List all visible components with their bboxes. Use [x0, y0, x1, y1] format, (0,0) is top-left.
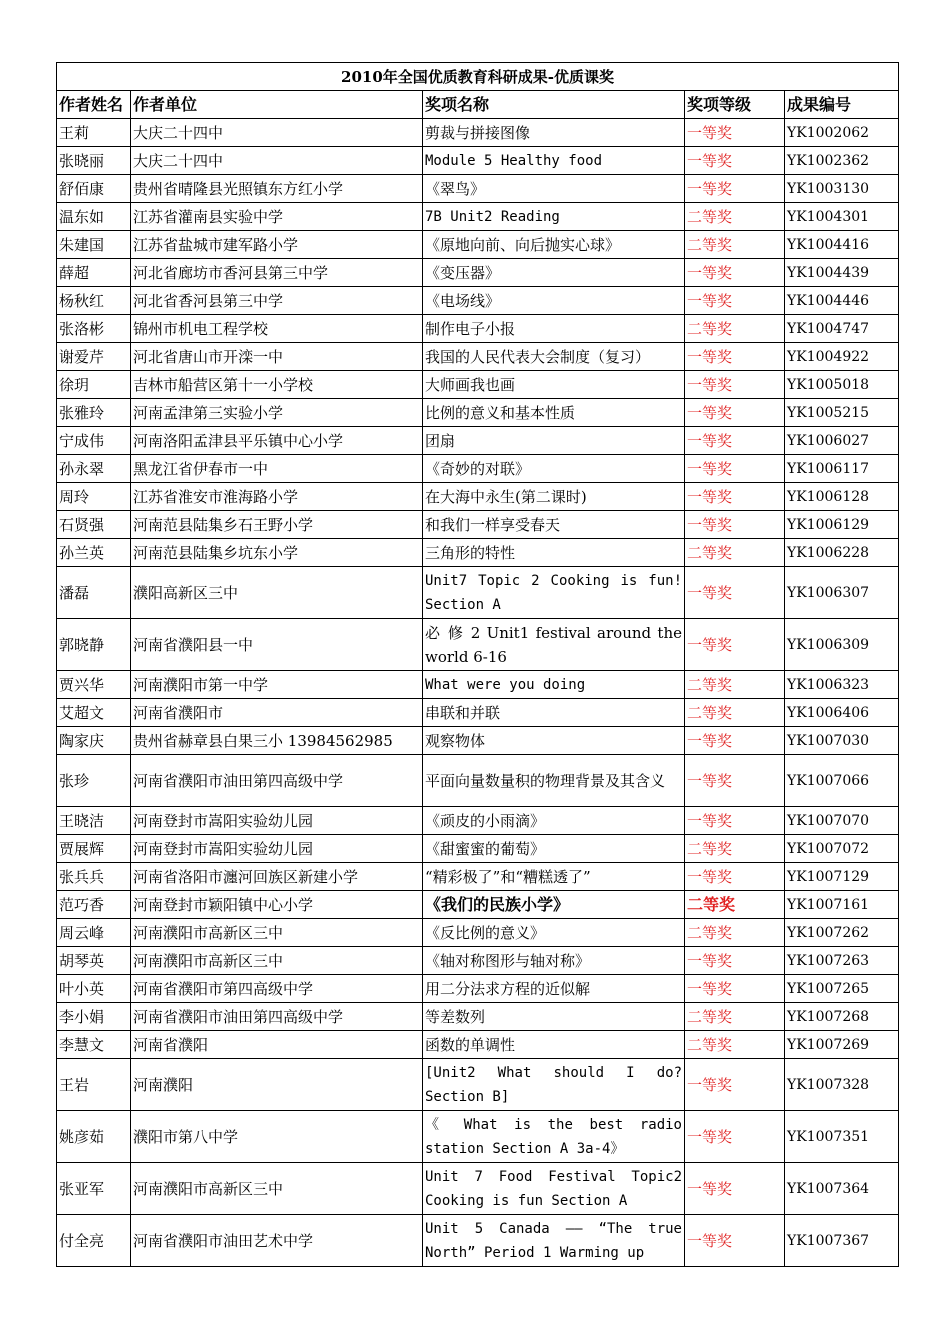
result-code-cell: YK1006117: [785, 455, 899, 483]
header-award-grade: 奖项等级: [685, 91, 785, 119]
award-grade-cell: 二等奖: [685, 203, 785, 231]
award-grade-cell: 二等奖: [685, 1031, 785, 1059]
author-unit-cell: 河南濮阳市高新区三中: [131, 1163, 423, 1215]
award-name-cell: 剪裁与拼接图像: [423, 119, 685, 147]
author-name-cell: 王岩: [57, 1059, 131, 1111]
award-grade-cell: 一等奖: [685, 147, 785, 175]
author-name-cell: 贾兴华: [57, 671, 131, 699]
author-unit-cell: 濮阳高新区三中: [131, 567, 423, 619]
result-code-cell: YK1004446: [785, 287, 899, 315]
result-code-cell: YK1006307: [785, 567, 899, 619]
author-name-cell: 张珍: [57, 755, 131, 807]
award-name-cell: Unit 5 Canada —— “The true North” Period 1 Warming up: [423, 1215, 685, 1267]
result-code-cell: YK1007265: [785, 975, 899, 1003]
award-grade-cell: 一等奖: [685, 755, 785, 807]
author-unit-cell: 贵州省晴隆县光照镇东方红小学: [131, 175, 423, 203]
award-name-cell: What were you doing: [423, 671, 685, 699]
table-row: [57, 511, 899, 539]
header-result-code: 成果编号: [785, 91, 899, 119]
table-row: [57, 1163, 899, 1215]
result-code-cell: YK1003130: [785, 175, 899, 203]
award-name-cell: 7B Unit2 Reading: [423, 203, 685, 231]
author-unit-cell: 江苏省灌南县实验中学: [131, 203, 423, 231]
author-unit-cell: 河南省濮阳: [131, 1031, 423, 1059]
author-name-cell: 张洛彬: [57, 315, 131, 343]
award-name-cell: 必 修 2 Unit1 festival around the world 6-16: [423, 619, 685, 671]
result-code-cell: YK1002362: [785, 147, 899, 175]
award-grade-cell: 二等奖: [685, 539, 785, 567]
award-name-cell: 《甜蜜蜜的葡萄》: [423, 835, 685, 863]
author-unit-cell: 河南省濮阳县一中: [131, 619, 423, 671]
award-grade-cell: 一等奖: [685, 863, 785, 891]
awards-table: [56, 62, 899, 1267]
award-name-cell: 函数的单调性: [423, 1031, 685, 1059]
author-unit-cell: 河北省廊坊市香河县第三中学: [131, 259, 423, 287]
table-row: [57, 315, 899, 343]
result-code-cell: YK1007129: [785, 863, 899, 891]
author-name-cell: 石贤强: [57, 511, 131, 539]
award-grade-cell: 一等奖: [685, 567, 785, 619]
author-name-cell: 付全亮: [57, 1215, 131, 1267]
award-name-cell: 平面向量数量积的物理背景及其含义: [423, 755, 685, 807]
result-code-cell: YK1004439: [785, 259, 899, 287]
award-grade-cell: 二等奖: [685, 1003, 785, 1031]
table-row: [57, 699, 899, 727]
award-grade-cell: 一等奖: [685, 455, 785, 483]
table-row: [57, 755, 899, 807]
award-name-cell: 制作电子小报: [423, 315, 685, 343]
table-row: [57, 807, 899, 835]
author-unit-cell: 锦州市机电工程学校: [131, 315, 423, 343]
result-code-cell: YK1002062: [785, 119, 899, 147]
author-name-cell: 孙兰英: [57, 539, 131, 567]
result-code-cell: YK1005215: [785, 399, 899, 427]
award-name-cell: 比例的意义和基本性质: [423, 399, 685, 427]
award-grade-cell: 二等奖: [685, 919, 785, 947]
award-name-cell: 在大海中永生(第二课时): [423, 483, 685, 511]
award-name-cell: 《变压器》: [423, 259, 685, 287]
table-row: [57, 371, 899, 399]
title-row: [57, 63, 899, 91]
award-name-cell: 我国的人民代表大会制度（复习）: [423, 343, 685, 371]
author-name-cell: 李慧文: [57, 1031, 131, 1059]
award-grade-cell: 一等奖: [685, 727, 785, 755]
result-code-cell: YK1007070: [785, 807, 899, 835]
award-grade-cell: 一等奖: [685, 975, 785, 1003]
award-grade-cell: 一等奖: [685, 427, 785, 455]
award-grade-cell: 一等奖: [685, 619, 785, 671]
author-name-cell: 张雅玲: [57, 399, 131, 427]
table-row: [57, 399, 899, 427]
award-name-cell: 和我们一样享受春天: [423, 511, 685, 539]
author-unit-cell: 河南孟津第三实验小学: [131, 399, 423, 427]
award-grade-cell: 二等奖: [685, 231, 785, 259]
award-name-cell: 《反比例的意义》: [423, 919, 685, 947]
author-unit-cell: 河南登封市嵩阳实验幼儿园: [131, 807, 423, 835]
award-grade-cell: 一等奖: [685, 371, 785, 399]
result-code-cell: YK1006128: [785, 483, 899, 511]
result-code-cell: YK1007364: [785, 1163, 899, 1215]
author-unit-cell: 河南省濮阳市第四高级中学: [131, 975, 423, 1003]
award-grade-cell: 二等奖: [685, 891, 785, 919]
author-unit-cell: 河南省濮阳市油田第四高级中学: [131, 1003, 423, 1031]
author-unit-cell: 河南省濮阳市: [131, 699, 423, 727]
result-code-cell: YK1006027: [785, 427, 899, 455]
result-code-cell: YK1005018: [785, 371, 899, 399]
table-row: [57, 975, 899, 1003]
table-row: [57, 835, 899, 863]
award-grade-cell: 一等奖: [685, 287, 785, 315]
table-row: [57, 455, 899, 483]
author-name-cell: 艾超文: [57, 699, 131, 727]
result-code-cell: YK1007072: [785, 835, 899, 863]
author-name-cell: 周云峰: [57, 919, 131, 947]
table-row: [57, 147, 899, 175]
author-unit-cell: 江苏省盐城市建军路小学: [131, 231, 423, 259]
author-name-cell: 张亚军: [57, 1163, 131, 1215]
award-name-cell: Module 5 Healthy food: [423, 147, 685, 175]
author-name-cell: 朱建国: [57, 231, 131, 259]
award-name-cell: Unit7 Topic 2 Cooking is fun! Section A: [423, 567, 685, 619]
author-unit-cell: 吉林市船营区第十一小学校: [131, 371, 423, 399]
award-grade-cell: 一等奖: [685, 807, 785, 835]
table-row: [57, 175, 899, 203]
author-name-cell: 姚彦茹: [57, 1111, 131, 1163]
award-grade-cell: 一等奖: [685, 399, 785, 427]
author-name-cell: 周玲: [57, 483, 131, 511]
award-name-cell: 《轴对称图形与轴对称》: [423, 947, 685, 975]
result-code-cell: YK1004922: [785, 343, 899, 371]
table-row: [57, 671, 899, 699]
result-code-cell: YK1007262: [785, 919, 899, 947]
award-name-cell: 《 What is the best radio station Section A 3a-4》: [423, 1111, 685, 1163]
result-code-cell: YK1007269: [785, 1031, 899, 1059]
result-code-cell: YK1007161: [785, 891, 899, 919]
header-author-name: 作者姓名: [57, 91, 131, 119]
author-unit-cell: 河南登封市嵩阳实验幼儿园: [131, 835, 423, 863]
table-row: [57, 539, 899, 567]
award-grade-cell: 一等奖: [685, 343, 785, 371]
award-grade-cell: 一等奖: [685, 119, 785, 147]
result-code-cell: YK1007328: [785, 1059, 899, 1111]
table-row: [57, 947, 899, 975]
header-author-unit: 作者单位: [131, 91, 423, 119]
author-name-cell: 王莉: [57, 119, 131, 147]
table-row: [57, 119, 899, 147]
award-grade-cell: 二等奖: [685, 315, 785, 343]
author-unit-cell: 河南登封市颖阳镇中心小学: [131, 891, 423, 919]
table-row: [57, 259, 899, 287]
author-unit-cell: 河南省濮阳市油田艺术中学: [131, 1215, 423, 1267]
result-code-cell: YK1007268: [785, 1003, 899, 1031]
table-title: 2010年全国优质教育科研成果-优质课奖: [57, 63, 899, 91]
award-grade-cell: 一等奖: [685, 483, 785, 511]
award-name-cell: [Unit2 What should I do? Section B]: [423, 1059, 685, 1111]
award-name-cell: “精彩极了”和“糟糕透了”: [423, 863, 685, 891]
award-name-cell: 《电场线》: [423, 287, 685, 315]
author-unit-cell: 河南省洛阳市瀍河回族区新建小学: [131, 863, 423, 891]
result-code-cell: YK1007263: [785, 947, 899, 975]
author-unit-cell: 大庆二十四中: [131, 119, 423, 147]
award-grade-cell: 一等奖: [685, 947, 785, 975]
result-code-cell: YK1007367: [785, 1215, 899, 1267]
author-name-cell: 谢爱芹: [57, 343, 131, 371]
award-grade-cell: 一等奖: [685, 259, 785, 287]
result-code-cell: YK1006129: [785, 511, 899, 539]
table-row: [57, 231, 899, 259]
award-name-cell: 《原地向前、向后抛实心球》: [423, 231, 685, 259]
author-name-cell: 李小娟: [57, 1003, 131, 1031]
result-code-cell: YK1007066: [785, 755, 899, 807]
author-name-cell: 张晓丽: [57, 147, 131, 175]
author-name-cell: 宁成伟: [57, 427, 131, 455]
result-code-cell: YK1006406: [785, 699, 899, 727]
award-grade-cell: 一等奖: [685, 1111, 785, 1163]
author-unit-cell: 河北省唐山市开滦一中: [131, 343, 423, 371]
author-name-cell: 舒佰康: [57, 175, 131, 203]
author-unit-cell: 河北省香河县第三中学: [131, 287, 423, 315]
author-name-cell: 郭晓静: [57, 619, 131, 671]
table-row: [57, 483, 899, 511]
award-name-cell: 团扇: [423, 427, 685, 455]
author-name-cell: 温东如: [57, 203, 131, 231]
table-row: [57, 619, 899, 671]
result-code-cell: YK1006228: [785, 539, 899, 567]
award-name-cell: 《顽皮的小雨滴》: [423, 807, 685, 835]
author-name-cell: 张兵兵: [57, 863, 131, 891]
author-name-cell: 王晓洁: [57, 807, 131, 835]
result-code-cell: YK1006309: [785, 619, 899, 671]
table-row: [57, 287, 899, 315]
header-award-name: 奖项名称: [423, 91, 685, 119]
table-row: [57, 1111, 899, 1163]
award-grade-cell: 一等奖: [685, 1163, 785, 1215]
author-unit-cell: 濮阳市第八中学: [131, 1111, 423, 1163]
table-row: [57, 1059, 899, 1111]
author-name-cell: 胡琴英: [57, 947, 131, 975]
author-name-cell: 杨秋红: [57, 287, 131, 315]
award-name-cell: Unit 7 Food Festival Topic2 Cooking is fun Section A: [423, 1163, 685, 1215]
author-name-cell: 潘磊: [57, 567, 131, 619]
result-code-cell: YK1004416: [785, 231, 899, 259]
award-name-cell: 串联和并联: [423, 699, 685, 727]
award-grade-cell: 一等奖: [685, 511, 785, 539]
table-row: [57, 567, 899, 619]
award-grade-cell: 一等奖: [685, 175, 785, 203]
result-code-cell: YK1004747: [785, 315, 899, 343]
award-grade-cell: 二等奖: [685, 835, 785, 863]
table-row: [57, 427, 899, 455]
award-grade-cell: 二等奖: [685, 699, 785, 727]
award-name-cell: 《我们的民族小学》: [423, 891, 685, 919]
award-grade-cell: 一等奖: [685, 1059, 785, 1111]
table-row: [57, 891, 899, 919]
header-row: [57, 91, 899, 119]
table-row: [57, 727, 899, 755]
author-name-cell: 孙永翠: [57, 455, 131, 483]
author-unit-cell: 贵州省赫章县白果三小 13984562985: [131, 727, 423, 755]
award-name-cell: 《翠鸟》: [423, 175, 685, 203]
author-unit-cell: 河南濮阳市第一中学: [131, 671, 423, 699]
table-row: [57, 919, 899, 947]
author-unit-cell: 河南省濮阳市油田第四高级中学: [131, 755, 423, 807]
result-code-cell: YK1006323: [785, 671, 899, 699]
award-grade-cell: 一等奖: [685, 1215, 785, 1267]
award-name-cell: 《奇妙的对联》: [423, 455, 685, 483]
author-name-cell: 贾展辉: [57, 835, 131, 863]
result-code-cell: YK1004301: [785, 203, 899, 231]
author-unit-cell: 河南濮阳市高新区三中: [131, 919, 423, 947]
author-name-cell: 陶家庆: [57, 727, 131, 755]
author-unit-cell: 河南濮阳: [131, 1059, 423, 1111]
author-unit-cell: 江苏省淮安市淮海路小学: [131, 483, 423, 511]
author-name-cell: 范巧香: [57, 891, 131, 919]
award-name-cell: 用二分法求方程的近似解: [423, 975, 685, 1003]
award-name-cell: 三角形的特性: [423, 539, 685, 567]
author-unit-cell: 河南范县陆集乡坑东小学: [131, 539, 423, 567]
table-row: [57, 1003, 899, 1031]
author-unit-cell: 河南范县陆集乡石王野小学: [131, 511, 423, 539]
author-name-cell: 徐玥: [57, 371, 131, 399]
author-unit-cell: 大庆二十四中: [131, 147, 423, 175]
award-name-cell: 观察物体: [423, 727, 685, 755]
result-code-cell: YK1007351: [785, 1111, 899, 1163]
table-row: [57, 863, 899, 891]
table-row: [57, 1215, 899, 1267]
author-unit-cell: 河南濮阳市高新区三中: [131, 947, 423, 975]
table-row: [57, 1031, 899, 1059]
author-unit-cell: 河南洛阳孟津县平乐镇中心小学: [131, 427, 423, 455]
table-row: [57, 203, 899, 231]
award-grade-cell: 二等奖: [685, 671, 785, 699]
table-row: [57, 343, 899, 371]
award-name-cell: 等差数列: [423, 1003, 685, 1031]
author-name-cell: 薛超: [57, 259, 131, 287]
author-name-cell: 叶小英: [57, 975, 131, 1003]
result-code-cell: YK1007030: [785, 727, 899, 755]
award-name-cell: 大师画我也画: [423, 371, 685, 399]
author-unit-cell: 黑龙江省伊春市一中: [131, 455, 423, 483]
